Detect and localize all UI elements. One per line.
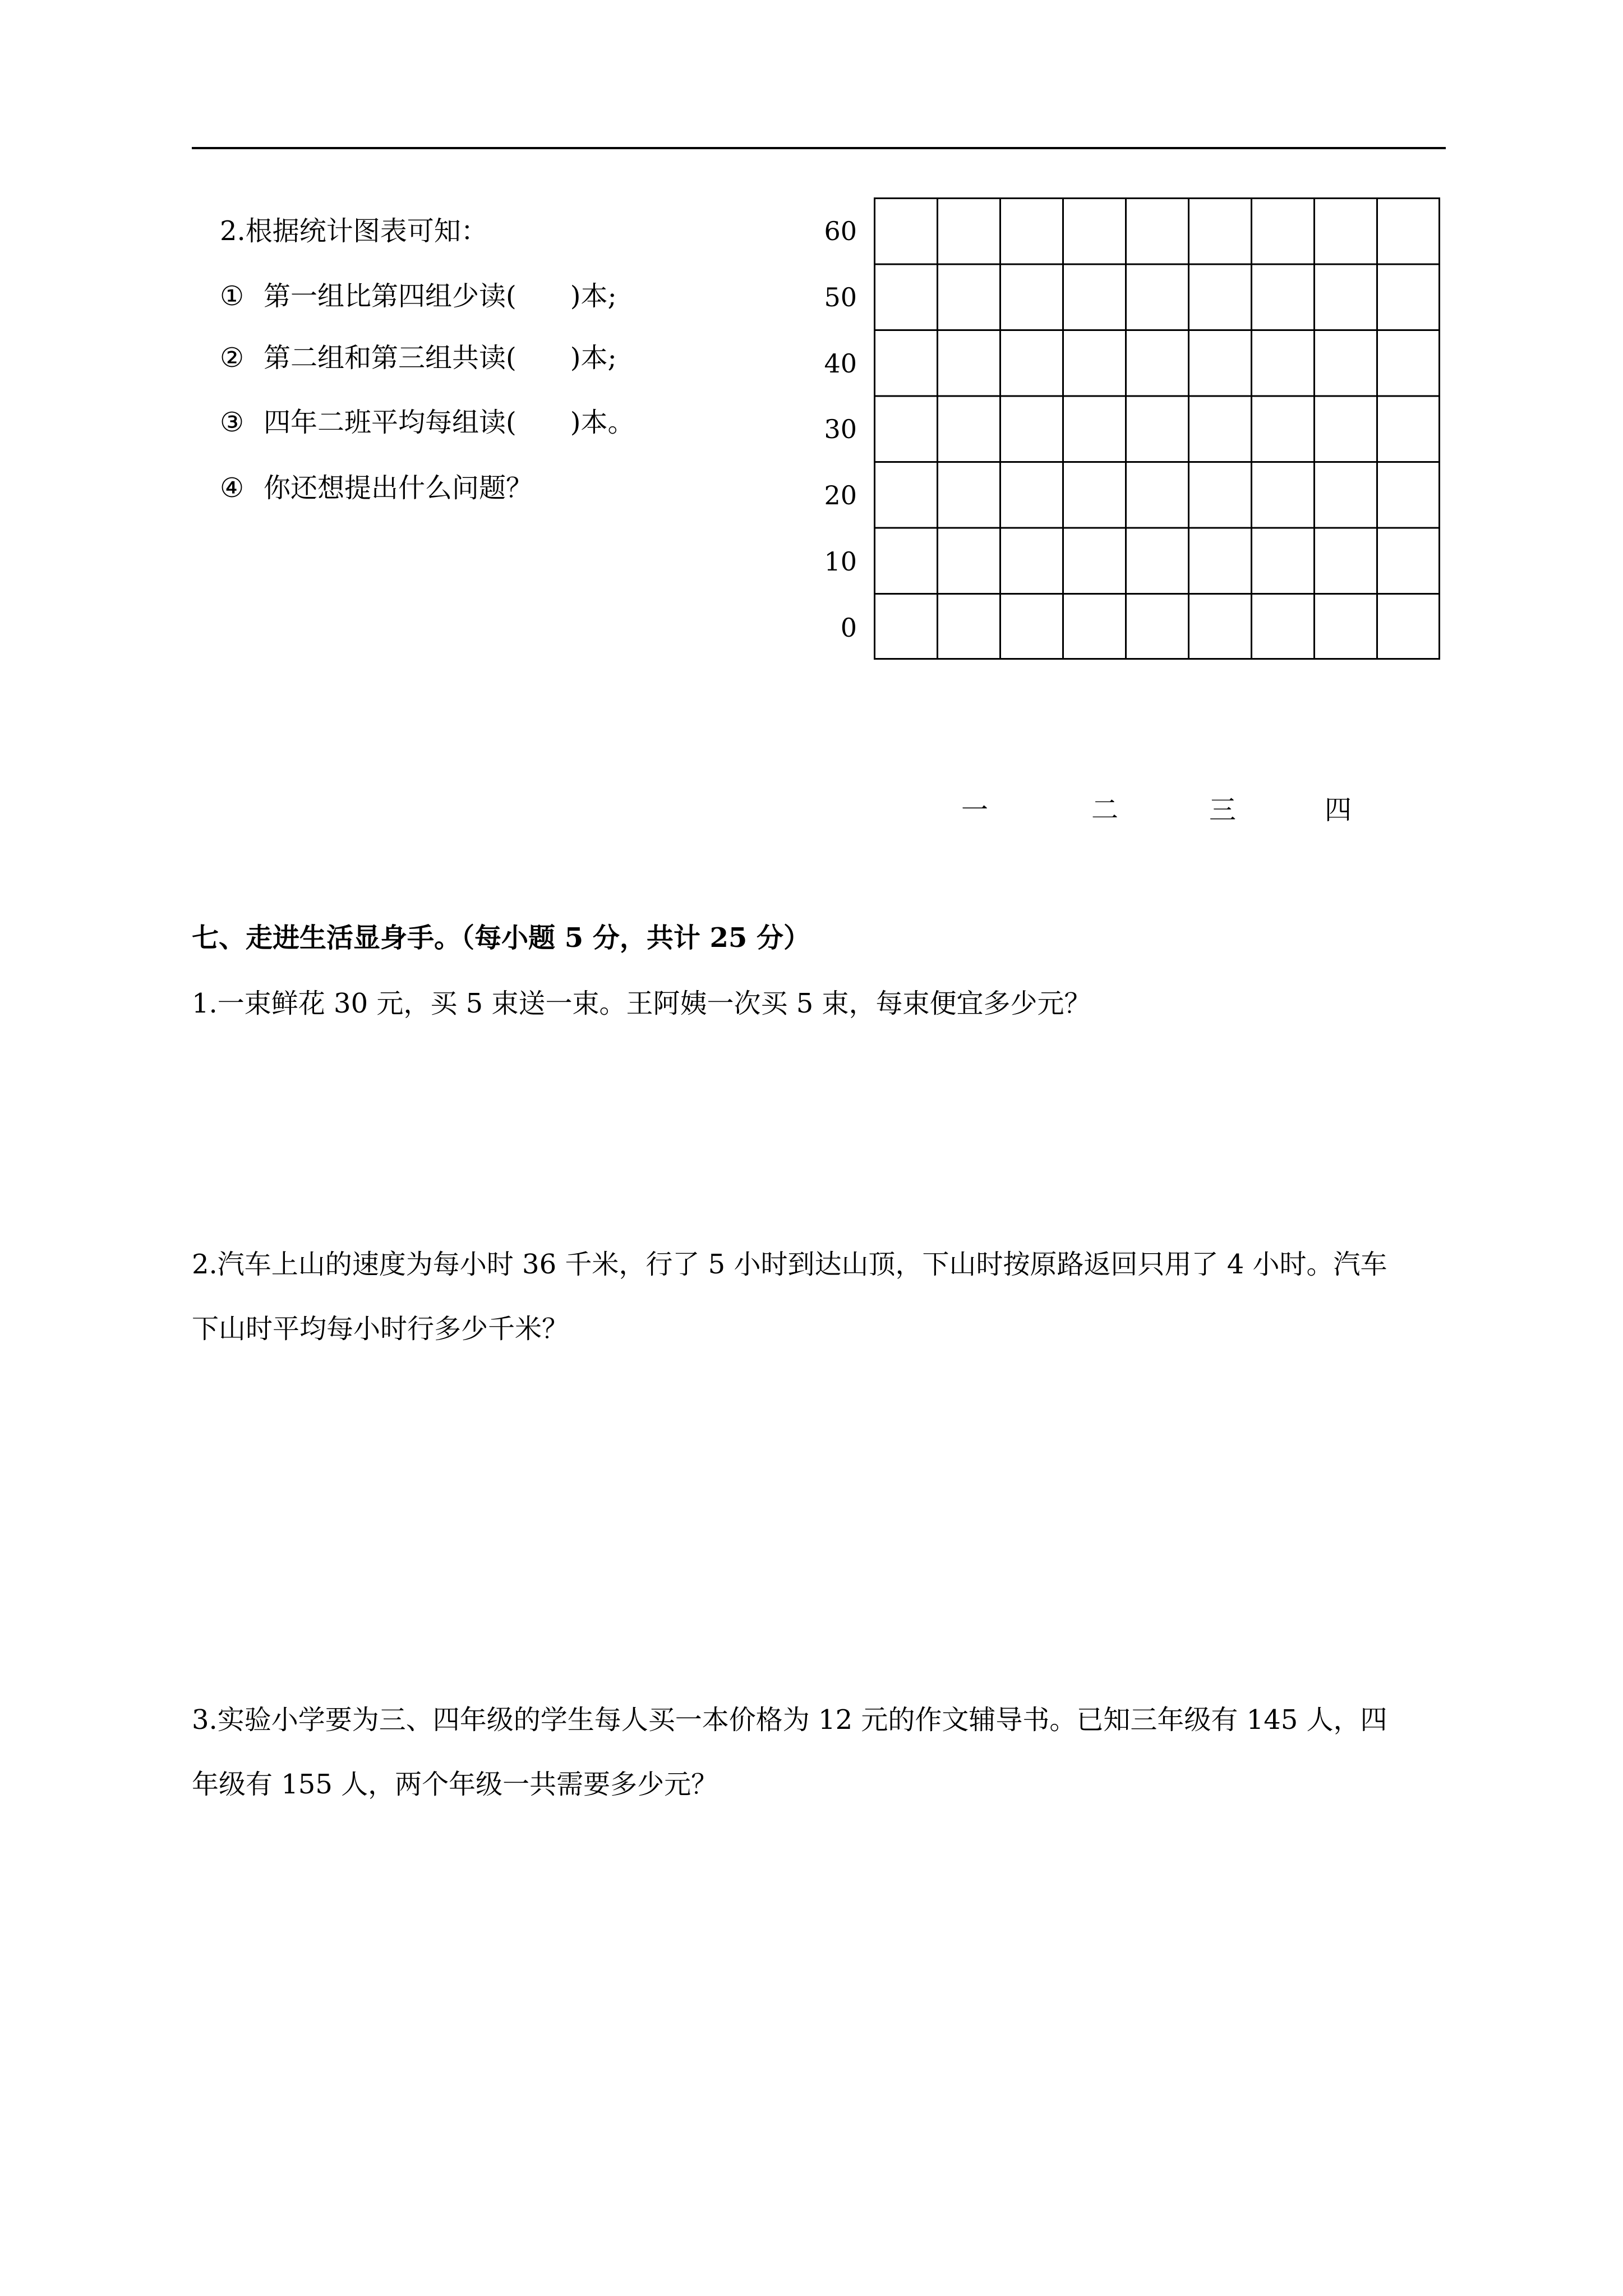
x-category-1: 一 [961,794,989,826]
y-tick-50: 50 [824,282,857,312]
q2-item-3 [220,406,634,439]
y-tick-40: 40 [824,348,857,379]
problem-2-line-2: 下山时平均每小时行多少千米？ [192,1313,569,1345]
q2-heading: 2.根据统计图表可知： [220,215,488,247]
problem-3-line-2: 年级有 155 人，两个年级一共需要多少元？ [192,1769,718,1800]
q2-item-1 [220,279,617,313]
q2-item-4-number: ④ [220,472,245,504]
q2-item-3-text: 四年二班平均每组读( )本。 [264,407,635,438]
q2-item-2 [220,341,617,375]
problem-1: 1.一束鲜花 30 元，买 5 束送一束。王阿姨一次买 5 束，每束便宜多少元？ [192,988,1091,1019]
section-7-title: 七、走进生活显身手。（每小题 5 分，共计 25 分） [192,922,811,954]
y-tick-10: 10 [824,546,857,577]
q2-item-3-number: ③ [220,407,245,438]
problem-3-line-1: 3.实验小学要为三、四年级的学生每人买一本价格为 12 元的作文辅导书。已知三年级有 145 人，四 [192,1704,1387,1736]
q2-item-1-number: ① [220,280,245,312]
problem-2-line-1: 2.汽车上山的速度为每小时 36 千米，行了 5 小时到达山顶，下山时按原路返回只用了 4 小时。汽车 [192,1249,1387,1280]
y-tick-0: 0 [840,613,857,643]
q2-item-2-number: ② [220,342,245,374]
q2-item-4 [220,471,533,505]
q2-item-4-text: 你还想提出什么问题？ [264,472,533,504]
x-category-3: 三 [1209,794,1237,826]
chart-grid [874,197,1440,660]
y-tick-30: 30 [824,414,857,444]
top-rule [192,147,1446,149]
y-tick-60: 60 [824,216,857,246]
y-tick-20: 20 [824,480,857,510]
x-category-4: 四 [1325,794,1352,826]
q2-item-1-text: 第一组比第四组少读( )本; [264,280,617,312]
x-category-2: 二 [1091,794,1119,826]
q2-item-2-text: 第二组和第三组共读( )本; [264,342,617,374]
